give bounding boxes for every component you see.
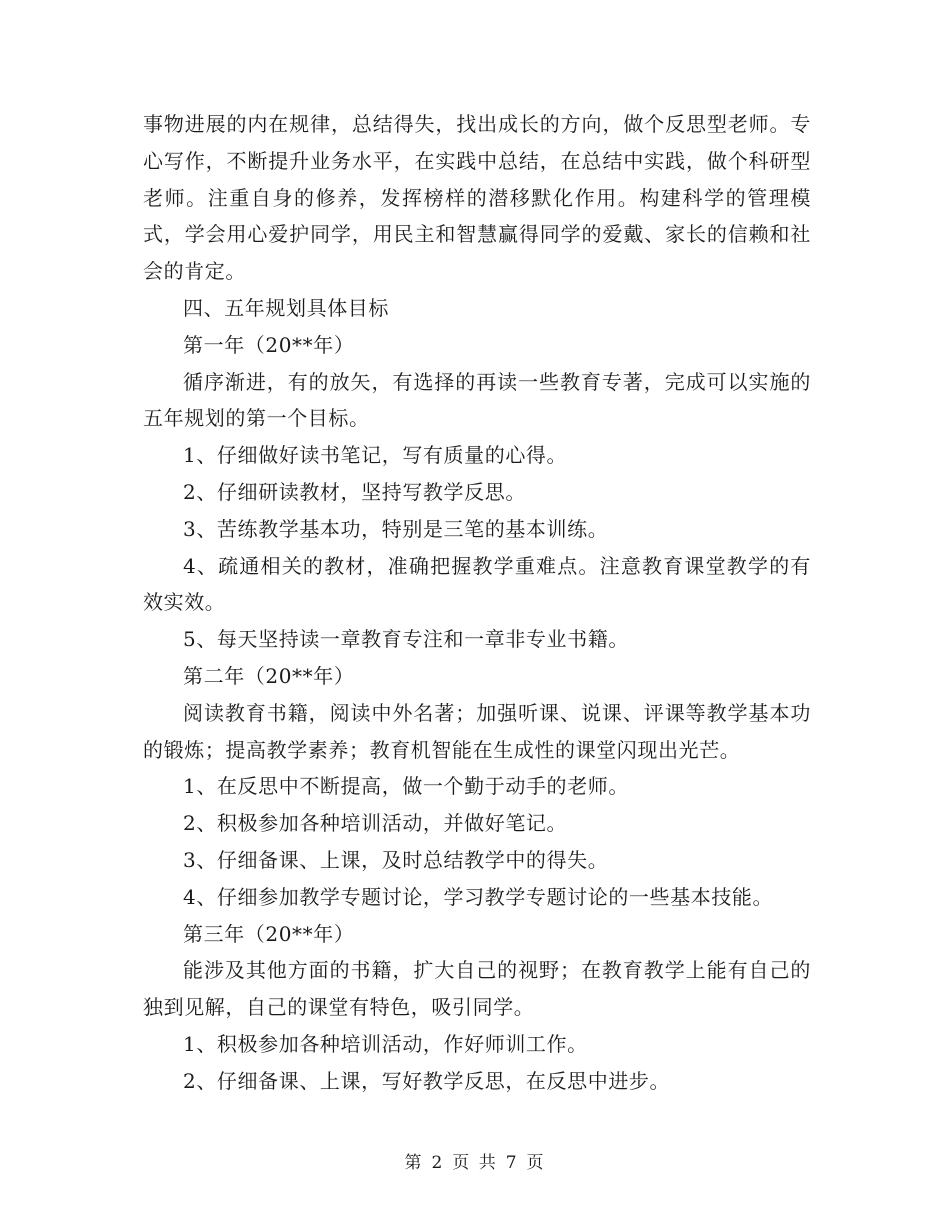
page-total: 7 — [505, 1153, 519, 1173]
page-current: 2 — [431, 1153, 445, 1173]
list-item: 2、积极参加各种培训活动，并做好笔记。 — [183, 811, 568, 836]
page-mid: 页 共 — [452, 1153, 498, 1173]
list-item: 4、疏通相关的教材，准确把握教学重难点。注意教育课堂教学的有效实效。 — [143, 553, 811, 615]
body-text — [143, 106, 811, 1100]
list-item: 3、苦练教学基本功，特别是三笔的基本训练。 — [183, 516, 609, 541]
page-number-footer — [0, 1148, 950, 1173]
list-item: 5、每天坚持读一章教育专注和一章非专业书籍。 — [183, 627, 629, 652]
paragraph-continued: 事物进展的内在规律，总结得失，找出成长的方向，做个反思型老师。专心写作，不断提升业务水平，在实践中总结，在总结中实践，做个科研型老师。注重自身的修养，发挥榜样的潜移默化作用。构建科学的管理模式，学会用心爱护同学，用民主和智慧赢得同学的爱戴、家长的信赖和社会的肯定。 — [143, 112, 811, 284]
paragraph: 循序渐进，有的放矢，有选择的再读一些教育专著，完成可以实施的五年规划的第一个目标。 — [143, 369, 811, 431]
page-suffix: 页 — [526, 1153, 546, 1173]
page-prefix: 第 — [404, 1153, 424, 1173]
list-item: 1、在反思中不断提高，做一个勤于动手的老师。 — [183, 774, 629, 799]
list-item: 3、仔细备课、上课，及时总结教学中的得失。 — [183, 847, 609, 872]
section-heading: 四、五年规划具体目标 — [183, 295, 389, 320]
list-item: 2、仔细研读教材，坚持写教学反思。 — [183, 479, 526, 504]
list-item: 2、仔细备课、上课，写好教学反思，在反思中进步。 — [183, 1068, 671, 1093]
year-heading: 第三年（20**年） — [183, 921, 355, 946]
paragraph: 能涉及其他方面的书籍，扩大自己的视野；在教育教学上能有自己的独到见解，自己的课堂有特色，吸引同学。 — [143, 958, 811, 1020]
year-heading: 第二年（20**年） — [183, 663, 355, 688]
year-heading: 第一年（20**年） — [183, 332, 355, 357]
list-item: 4、仔细参加教学专题讨论，学习教学专题讨论的一些基本技能。 — [183, 884, 774, 909]
list-item: 1、积极参加各种培训活动，作好师训工作。 — [183, 1031, 588, 1056]
paragraph: 阅读教育书籍，阅读中外名著；加强听课、说课、评课等教学基本功的锻炼；提高教学素养；教育机智能在生成性的课堂闪现出光芒。 — [143, 700, 811, 762]
list-item: 1、仔细做好读书笔记，写有质量的心得。 — [183, 443, 568, 468]
